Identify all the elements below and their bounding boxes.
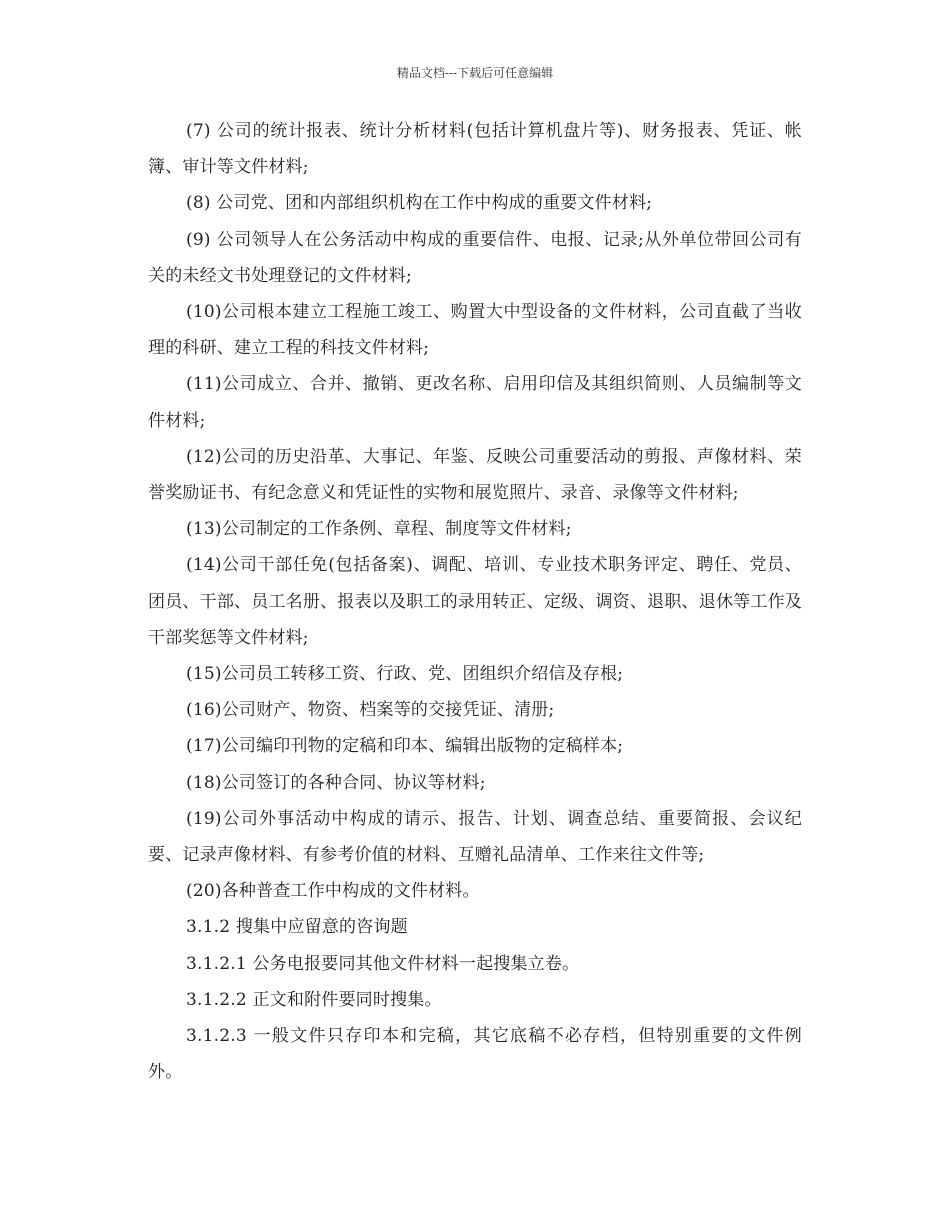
paragraph: (10)公司根本建立工程施工竣工、购置大中型设备的文件材料，公司直截了当收理的科研、建立工程的科技文件材料; <box>148 302 802 359</box>
paragraph: 3.1.2.2 正文和附件要同时搜集。 <box>186 989 442 1010</box>
paragraph: (8) 公司党、团和内部组织机构在工作中构成的重要文件材料; <box>186 193 653 214</box>
document-body <box>148 113 802 1090</box>
paragraph: (20)各种普查工作中构成的文件材料。 <box>186 881 480 902</box>
paragraph: (12)公司的历史沿革、大事记、年鉴、反映公司重要活动的剪报、声像材料、荣誉奖励证书、有纪念意义和凭证性的实物和展览照片、录音、录像等文件材料; <box>148 446 802 504</box>
paragraph: (14)公司干部任免(包括备案)、调配、培训、专业技术职务评定、聘任、党员、团员、干部、员工名册、报表以及职工的录用转正、定级、调资、退职、退休等工作及干部奖惩等文件材料; <box>148 555 802 648</box>
paragraph: (18)公司签订的各种合同、协议等材料; <box>186 772 486 793</box>
page-header: 精品文档---下载后可任意编辑 <box>396 66 554 80</box>
paragraph: 3.1.2.3 一般文件只存印本和完稿，其它底稿不必存档，但特别重要的文件例外。 <box>148 1026 802 1083</box>
paragraph: (17)公司编印刊物的定稿和印本、编辑出版物的定稿样本; <box>186 736 624 757</box>
paragraph: (13)公司制定的工作条例、章程、制度等文件材料; <box>186 519 572 540</box>
paragraph: (19)公司外事活动中构成的请示、报告、计划、调查总结、重要简报、会议纪要、记录声像材料、有参考价值的材料、互赠礼品清单、工作来往文件等; <box>148 808 802 866</box>
paragraph: (16)公司财产、物资、档案等的交接凭证、清册; <box>186 700 555 721</box>
paragraph: (15)公司员工转移工资、行政、党、团组织介绍信及存根; <box>186 664 624 685</box>
paragraph: (11)公司成立、合并、撤销、更改名称、启用印信及其组织简则、人员编制等文件材料; <box>148 374 802 431</box>
paragraph: (9) 公司领导人在公务活动中构成的重要信件、电报、记录;从外单位带回公司有关的未经文书处理登记的文件材料; <box>148 229 802 286</box>
paragraph: 3.1.2.1 公务电报要同其他文件材料一起搜集立卷。 <box>186 953 580 974</box>
paragraph: (7) 公司的统计报表、统计分析材料(包括计算机盘片等)、财务报表、凭证、帐簿、审计等文件材料; <box>148 121 802 178</box>
section-heading: 3.1.2 搜集中应留意的咨询题 <box>186 917 408 938</box>
